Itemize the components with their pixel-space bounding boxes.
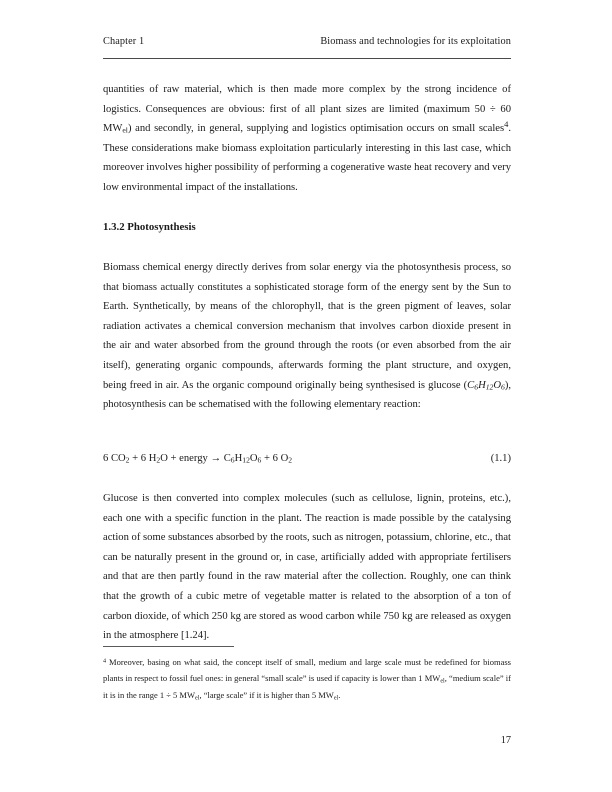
footnote-segment-4: . bbox=[338, 689, 341, 700]
paragraph-text bbox=[103, 258, 511, 415]
equation-plus-2: + bbox=[170, 453, 177, 464]
footnote-number-marker: 4 bbox=[103, 658, 107, 665]
paragraph-text: Glucose is then converted into complex molecules (such as cellulose, lignin, proteins, etc.), each one with a specific function in the plant. The reaction is made possible by the catalysing action of some substances absorbed by the roots, such as nitrogen, potassium, chlorine, etc., that can be naturally present in the ground or, in case, artificially added with appropriate fertilisers and that are then partly found in the raw material after the collection. Roughly, one can think that the growth of a cubic metre of vegetable matter is related to the absorption of a ton of carbon dioxide, of which 250 kg are stored as wood carbon while 750 kg are released as oxygen in the atmosphere [1.24]. bbox=[103, 493, 511, 642]
header-title-label: Biomass and technologies for its exploitation bbox=[320, 36, 511, 47]
equation-h2o-oxygen: O bbox=[160, 453, 168, 464]
footnote-subscript-1: el bbox=[440, 678, 445, 685]
para1-mw-subscript: el bbox=[122, 125, 128, 135]
footnote-reference-marker[interactable]: 4 bbox=[504, 119, 509, 130]
glucose-hydrogen-symbol: H bbox=[478, 379, 486, 391]
footnote-subscript-2: el bbox=[195, 695, 200, 702]
display-equation-row bbox=[103, 449, 511, 469]
equation-glucose-hydrogen: H bbox=[234, 453, 243, 464]
equation-co2-coefficient: 6 bbox=[103, 453, 109, 464]
equation-energy-term: energy bbox=[179, 453, 208, 464]
footnote-segment-1: Moreover, basing on what said, the concept itself of small, medium and large scale must be redefined for biomass plants in respect to fossil fuel ones: in general “small scale” is used if capacity is lower than 1 MW bbox=[103, 657, 511, 684]
equation-h2o-subscript: 2 bbox=[156, 455, 161, 465]
glucose-carbon-count: 6 bbox=[474, 382, 479, 392]
equation-plus-1: + bbox=[132, 453, 139, 464]
equation-co2-symbol: CO bbox=[110, 453, 126, 464]
page-number-label: 17 bbox=[500, 735, 511, 746]
glucose-carbon-symbol: C bbox=[467, 379, 475, 391]
footnote-block bbox=[103, 654, 511, 703]
equation-plus-3: + bbox=[264, 453, 270, 464]
equation-glucose-oxygen-count: 6 bbox=[257, 455, 262, 465]
equation-glucose-hydrogen-count: 12 bbox=[242, 455, 250, 465]
equation-glucose-carbon-count: 6 bbox=[230, 455, 235, 465]
equation-o2-coefficient: 6 bbox=[272, 453, 278, 464]
section-heading-photosynthesis bbox=[103, 218, 511, 238]
equation-glucose-carbon: C bbox=[223, 453, 231, 464]
glucose-oxygen-symbol: O bbox=[493, 379, 501, 391]
para2-segment-before-formula: Biomass chemical energy directly derives from solar energy via the photosynthesis process, so that biomass actually constitutes a sophisticated storage form of the energy sent by the Sun to Earth. Synthetically, by means of the chlorophyll, that is the green pigment of leaves, solar radiation activates a chemical conversion mechanism that involves carbon dioxide present in the air and water absorbed from the ground through the roots (or even absorbed from the air itself), generating organic compounds, afterwards forming the plant structure, and oxygen, being freed in air. As the organic compound originally being synthesised is glucose ( bbox=[103, 262, 511, 391]
equation-h2o-symbol: H bbox=[148, 453, 157, 464]
header-divider-rule bbox=[103, 58, 511, 59]
equation-expression bbox=[103, 449, 292, 469]
glucose-formula-inline bbox=[467, 380, 505, 391]
footnote-subscript-3: el bbox=[333, 695, 339, 702]
para1-segment-before-unit: quantities of raw material, which is then made more complex by the strong incidence of logistics. Consequences are obvious: first of all plant sizes are limited (maximum 50 ÷ 60 MW bbox=[103, 84, 511, 135]
footnote-text bbox=[103, 654, 511, 703]
glucose-hydrogen-count: 12 bbox=[485, 382, 494, 392]
paragraph-glucose-conversion bbox=[103, 489, 511, 646]
equation-glucose-oxygen: O bbox=[249, 453, 258, 464]
para1-segment-after-unit: ) and secondly, in general, supplying and logistics optimisation occurs on small scales bbox=[127, 123, 505, 135]
paragraph-text bbox=[103, 80, 511, 198]
para1-segment-after-marker: . These considerations make biomass exploitation particularly interesting in this last case, which moreover involves higher possibility of performing a cogenerative waste heat recovery and very low environmental impact of the installations. bbox=[103, 123, 511, 193]
footnote-segment-2: , “medium scale” if it is in the range 1 ÷ 5 MW bbox=[103, 673, 511, 700]
equation-co2-subscript: 2 bbox=[125, 455, 130, 465]
equation-arrow-icon: → bbox=[210, 453, 222, 464]
header-chapter-label: Chapter 1 bbox=[103, 36, 145, 47]
running-header bbox=[103, 36, 511, 47]
paragraph-photosynthesis-intro bbox=[103, 258, 511, 415]
section-heading-text: 1.3.2 Photosynthesis bbox=[103, 221, 196, 233]
equation-o2-symbol: O bbox=[280, 453, 289, 464]
equation-h2o-coefficient: 6 bbox=[140, 453, 147, 464]
equation-number-label: (1.1) bbox=[490, 453, 511, 464]
footnote-segment-3: , “large scale” if it is higher than 5 MW bbox=[199, 689, 334, 700]
para2-segment-after-formula: ), photosynthesis can be schematised with the following elementary reaction: bbox=[103, 379, 511, 411]
paragraph-raw-material bbox=[103, 80, 511, 198]
footnote-separator-rule bbox=[103, 646, 234, 647]
glucose-oxygen-count: 6 bbox=[501, 382, 505, 392]
equation-o2-subscript: 2 bbox=[288, 455, 293, 465]
